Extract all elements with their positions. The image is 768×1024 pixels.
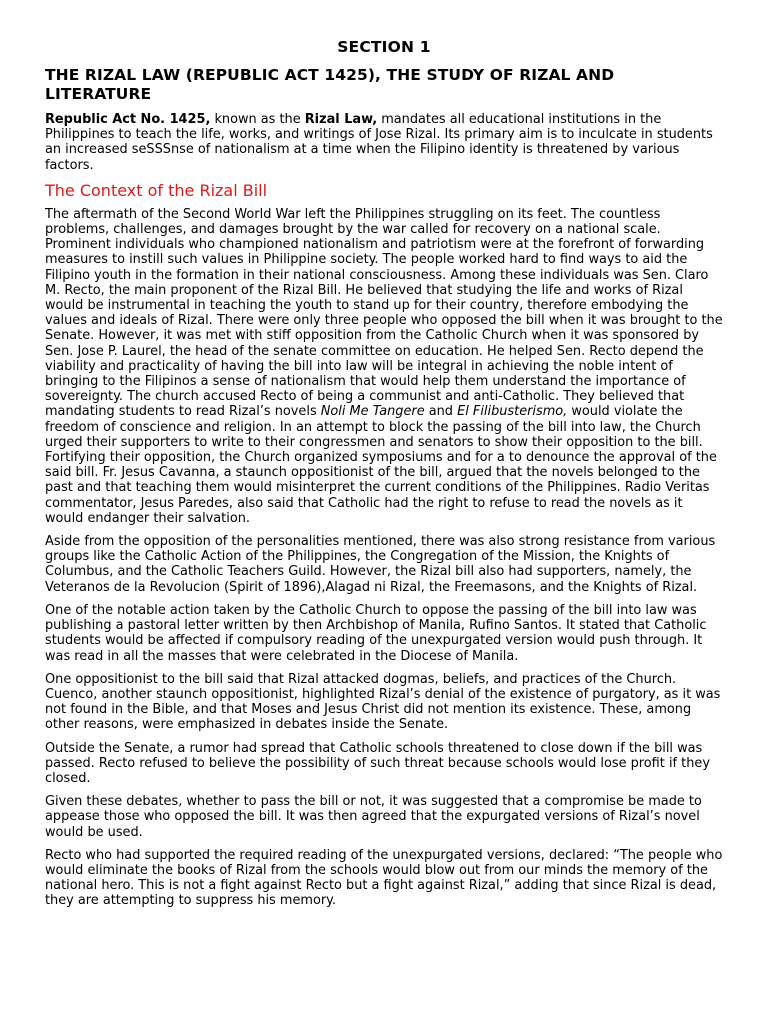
law-name: Rizal Law, xyxy=(304,112,378,127)
novel-title-fili: El Filibusterismo, xyxy=(457,404,568,420)
intro-text-1: known as the xyxy=(210,112,305,127)
section-label: SECTION 1 xyxy=(337,38,431,56)
context-text-3: would violate the freedom of conscience and religion. In an attempt to block the passing of the bill into law, the Church urged their supporters to write to their congressmen and senators to show their opposition to the bill. Fortifying their opposition, the Church organized symposiums and for a to denounce the approval of the said bill. Fr. Jesus Cavanna, a staunch oppositionist of the bill, argued that the novels belonged to the past and that teaching them would misinterpret the current conditions of the Philippines. Radio Veritas commentator, Jesus Paredes, also said that Catholic had the right to refuse to read the novels as it would endanger their salvation. xyxy=(45,404,717,526)
paragraph-rumor: Outside the Senate, a rumor had spread that Catholic schools threatened to close down if the bill was passed. Recto refused to believe the possibility of such threat because schools would lose profit if they closed. xyxy=(45,740,710,786)
paragraph-pastoral-letter: One of the notable action taken by the Catholic Church to oppose the passing of the bill into law was publishing a pastoral letter written by then Archbishop of Manila, Rufino Santos. It stated that Catholic students would be affected if compulsory reading of the unexpurgated version would push through. It was read in all the masses that were celebrated in the Diocese of Manila. xyxy=(45,602,707,664)
document-title: THE RIZAL LAW (REPUBLIC ACT 1425), THE STUDY OF RIZAL AND LITERATURE xyxy=(45,66,615,103)
paragraph-oppositionists: One oppositionist to the bill said that Rizal attacked dogmas, beliefs, and practices of the Church. Cuenco, another staunch oppositionist, highlighted Rizal’s denial of the existence of purgatory, as it was not found in the Bible, and that Moses and Jesus Christ did not mention its existence. These, among other reasons, were emphasized in debates inside the Senate. xyxy=(45,671,721,733)
paragraph-recto-declaration: Recto who had supported the required reading of the unexpurgated versions, declared: “The people who would eliminate the books of Rizal from the schools would blow out from our minds the memory of the national hero. This is not a fight against Recto but a fight against Rizal,” adding that since Rizal is dead, they are attempting to suppress his memory. xyxy=(45,847,723,909)
paragraph-context xyxy=(45,207,723,526)
act-name: Republic Act No. 1425, xyxy=(45,112,211,127)
context-text-1: The aftermath of the Second World War left the Philippines struggling on its feet. The countless problems, challenges, and damages brought by the war called for recovery on a national scale. Prominent individuals who championed nationalism and patriotism were at the forefront of forwarding measures to instill such values in Philippine society. The people worked hard to find ways to aid the Filipino youth in the formation in their national consciousness. Among these individuals was Sen. Claro M. Recto, the main proponent of the Rizal Bill. He believed that studying the life and works of Rizal would be instrumental in teaching the youth to stand up for their country, therefore embodying the values and ideals of Rizal. There were only three people who opposed the bill when it was brought to the Senate. However, it was met with stiff opposition from the Catholic Church when it was sponsored by Sen. Jose P. Laurel, the head of the senate committee on education. He helped Sen. Recto depend the viability and practicality of having the bill into law will be integral in achieving the noble intent of bringing to the Filipinos a sense of nationalism that would help them understand the importance of sovereignty. The church accused Recto of being a communist and anti-Catholic. They believed that mandating students to read Rizal’s novels xyxy=(45,206,723,420)
novel-title-noli: Noli Me Tangere xyxy=(320,404,425,420)
context-subheading: The Context of the Rizal Bill xyxy=(45,180,268,200)
intro-paragraph xyxy=(45,112,723,173)
paragraph-opposition-groups: Aside from the opposition of the personalities mentioned, there was also strong resistance from various groups like the Catholic Action of the Philippines, the Congregation of the Mission, the Knights of Columbus, and the Catholic Teachers Guild. However, the Rizal bill also had supporters, namely, the Veteranos de la Revolucion (Spirit of 1896),Alagad ni Rizal, the Freemasons, and the Knights of Rizal. xyxy=(45,534,716,595)
intro-text-2: mandates all educational institutions in the Philippines to teach the life, works, and writings of Jose Rizal. Its primary aim is to inculcate in students an increased seSSSnse of nationalism at a time when the Filipino identity is threatened by various factors. xyxy=(45,112,713,173)
context-text-2: and xyxy=(424,404,458,420)
paragraph-compromise: Given these debates, whether to pass the bill or not, it was suggested that a compromise be made to appease those who opposed the bill. It was then agreed that the expurgated versions of Rizal’s novel would be used. xyxy=(45,794,702,840)
